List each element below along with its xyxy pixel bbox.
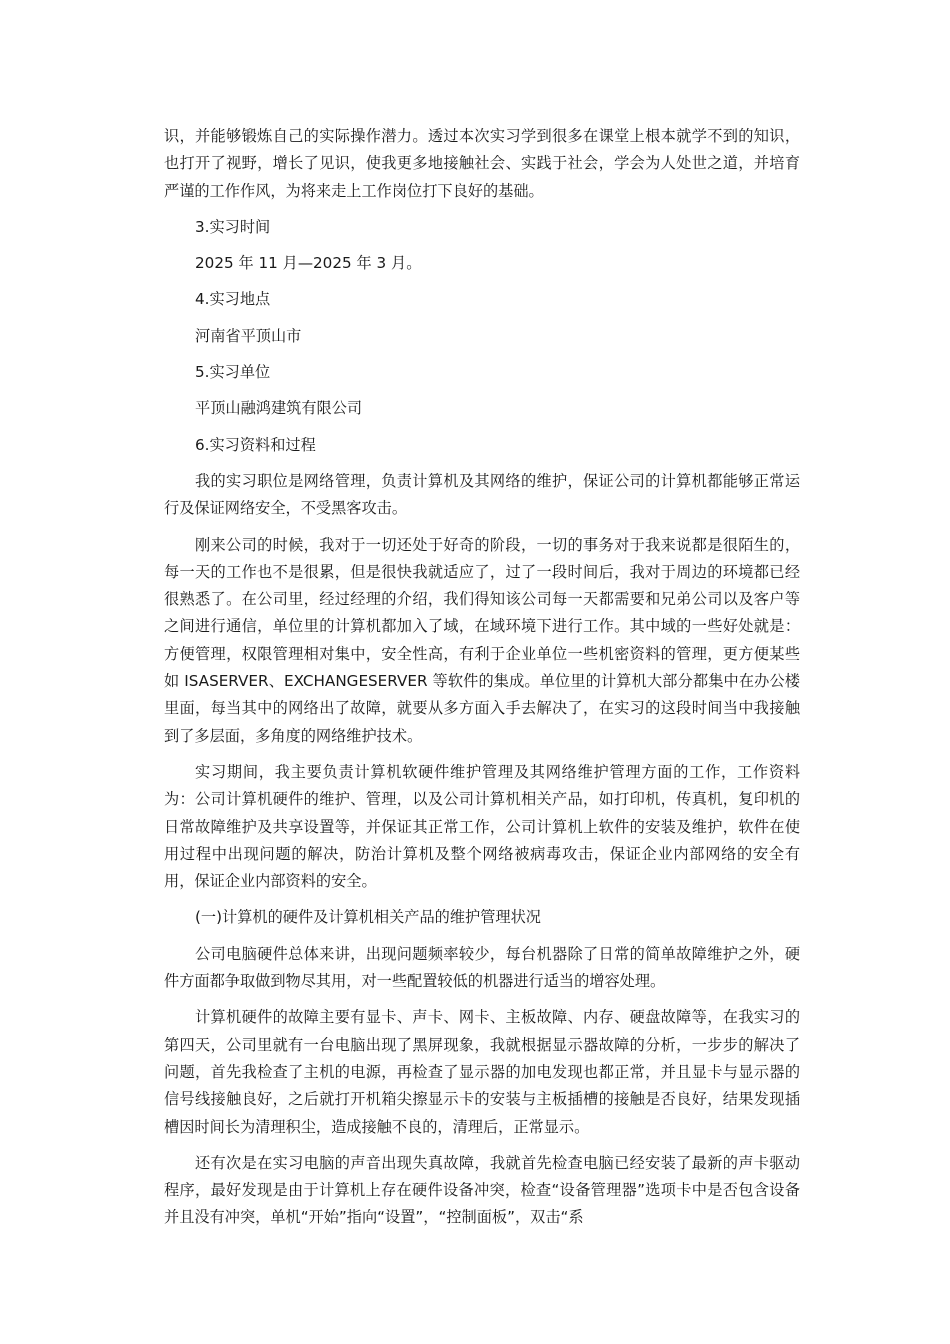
- body-paragraph: 实习期间，我主要负责计算机软硬件维护管理及其网络维护管理方面的工作，工作资料为：公司计算机硬件的维护、管理，以及公司计算机相关产品，如打印机，传真机，复印机的日常故障维护及共享设置等，并保证其正常工作，公司计算机上软件的安装及维护，软件在使用过程中出现问题的解决，防治计算机及整个网络被病毒攻击，保证企业内部网络的安全有用，保证企业内部资料的安全。: [164, 762, 800, 891]
- body-paragraph: 刚来公司的时候，我对于一切还处于好奇的阶段，一切的事务对于我来说都是很陌生的，每一天的工作也不是很累，但是很快我就适应了，过了一段时间后，我对于周边的环境都已经很熟悉了。在公司里，经过经理的介绍，我们得知该公司每一天都需要和兄弟公司以及客户等之间进行通信，单位里的计算机都加入了域，在域环境下进行工作。其中域的一些好处就是：方便管理，权限管理相对集中，安全性高，有利于企业单位一些机密资料的管理，更方便某些如 ISASERVER、EXCHANGESERVER 等软件的集成。单位里的计算机大部分都集中在办公楼里面，每当其中的网络出了故障，就要从多方面入手去解决了，在实习的这段时间当中我接触到了多层面，多角度的网络维护技术。: [164, 535, 800, 745]
- section-heading-unit: 5.实习单位: [195, 363, 271, 382]
- body-paragraph: 计算机硬件的故障主要有显卡、声卡、网卡、主板故障、内存、硬盘故障等，在我实习的第四天，公司里就有一台电脑出现了黑屏现象，我就根据显示器故障的分析，一步步的解决了问题，首先我检查了主机的电源，再检查了显示器的加电发现也都正常，并且显卡与显示器的信号线接触良好，之后就打开机箱尖擦显示卡的安装与主板插槽的接触是否良好，结果发现插槽因时间长为清理积尘，造成接触不良的，清理后，正常显示。: [164, 1008, 800, 1136]
- body-paragraph: 还有次是在实习电脑的声音出现失真故障，我就首先检查电脑已经安装了最新的声卡驱动程序，最好发现是由于计算机上存在硬件设备冲突，检查“设备管理器”选项卡中是否包含设备并且没有冲突，单机“开始”指向“设置”，“控制面板”，双击“系: [164, 1153, 800, 1227]
- document-body: [164, 123, 800, 1241]
- internship-place-value: 河南省平顶山市: [195, 326, 302, 345]
- subsection-heading-hardware: (一)计算机的硬件及计算机相关产品的维护管理状况: [195, 908, 541, 927]
- internship-unit-value: 平顶山融鸿建筑有限公司: [195, 399, 363, 418]
- body-paragraph: 我的实习职位是网络管理，负责计算机及其网络的维护，保证公司的计算机都能够正常运行及保证网络安全，不受黑客攻击。: [164, 471, 800, 518]
- continuation-paragraph: 识，并能够锻炼自己的实际操作潜力。透过本次实习学到很多在课堂上根本就学不到的知识，也打开了视野，增长了见识，使我更多地接触社会、实践于社会，学会为人处世之道，并培育严谨的工作作风，为将来走上工作岗位打下良好的基础。: [164, 127, 800, 200]
- section-heading-content: 6.实习资料和过程: [195, 435, 316, 454]
- section-heading-place: 4.实习地点: [195, 290, 271, 309]
- section-heading-time: 3.实习时间: [195, 217, 271, 236]
- body-paragraph: 公司电脑硬件总体来讲，出现问题频率较少，每台机器除了日常的简单故障维护之外，硬件方面都争取做到物尽其用，对一些配置较低的机器进行适当的增容处理。: [164, 944, 800, 991]
- internship-time-value: 2025 年 11 月—2025 年 3 月。: [195, 254, 422, 273]
